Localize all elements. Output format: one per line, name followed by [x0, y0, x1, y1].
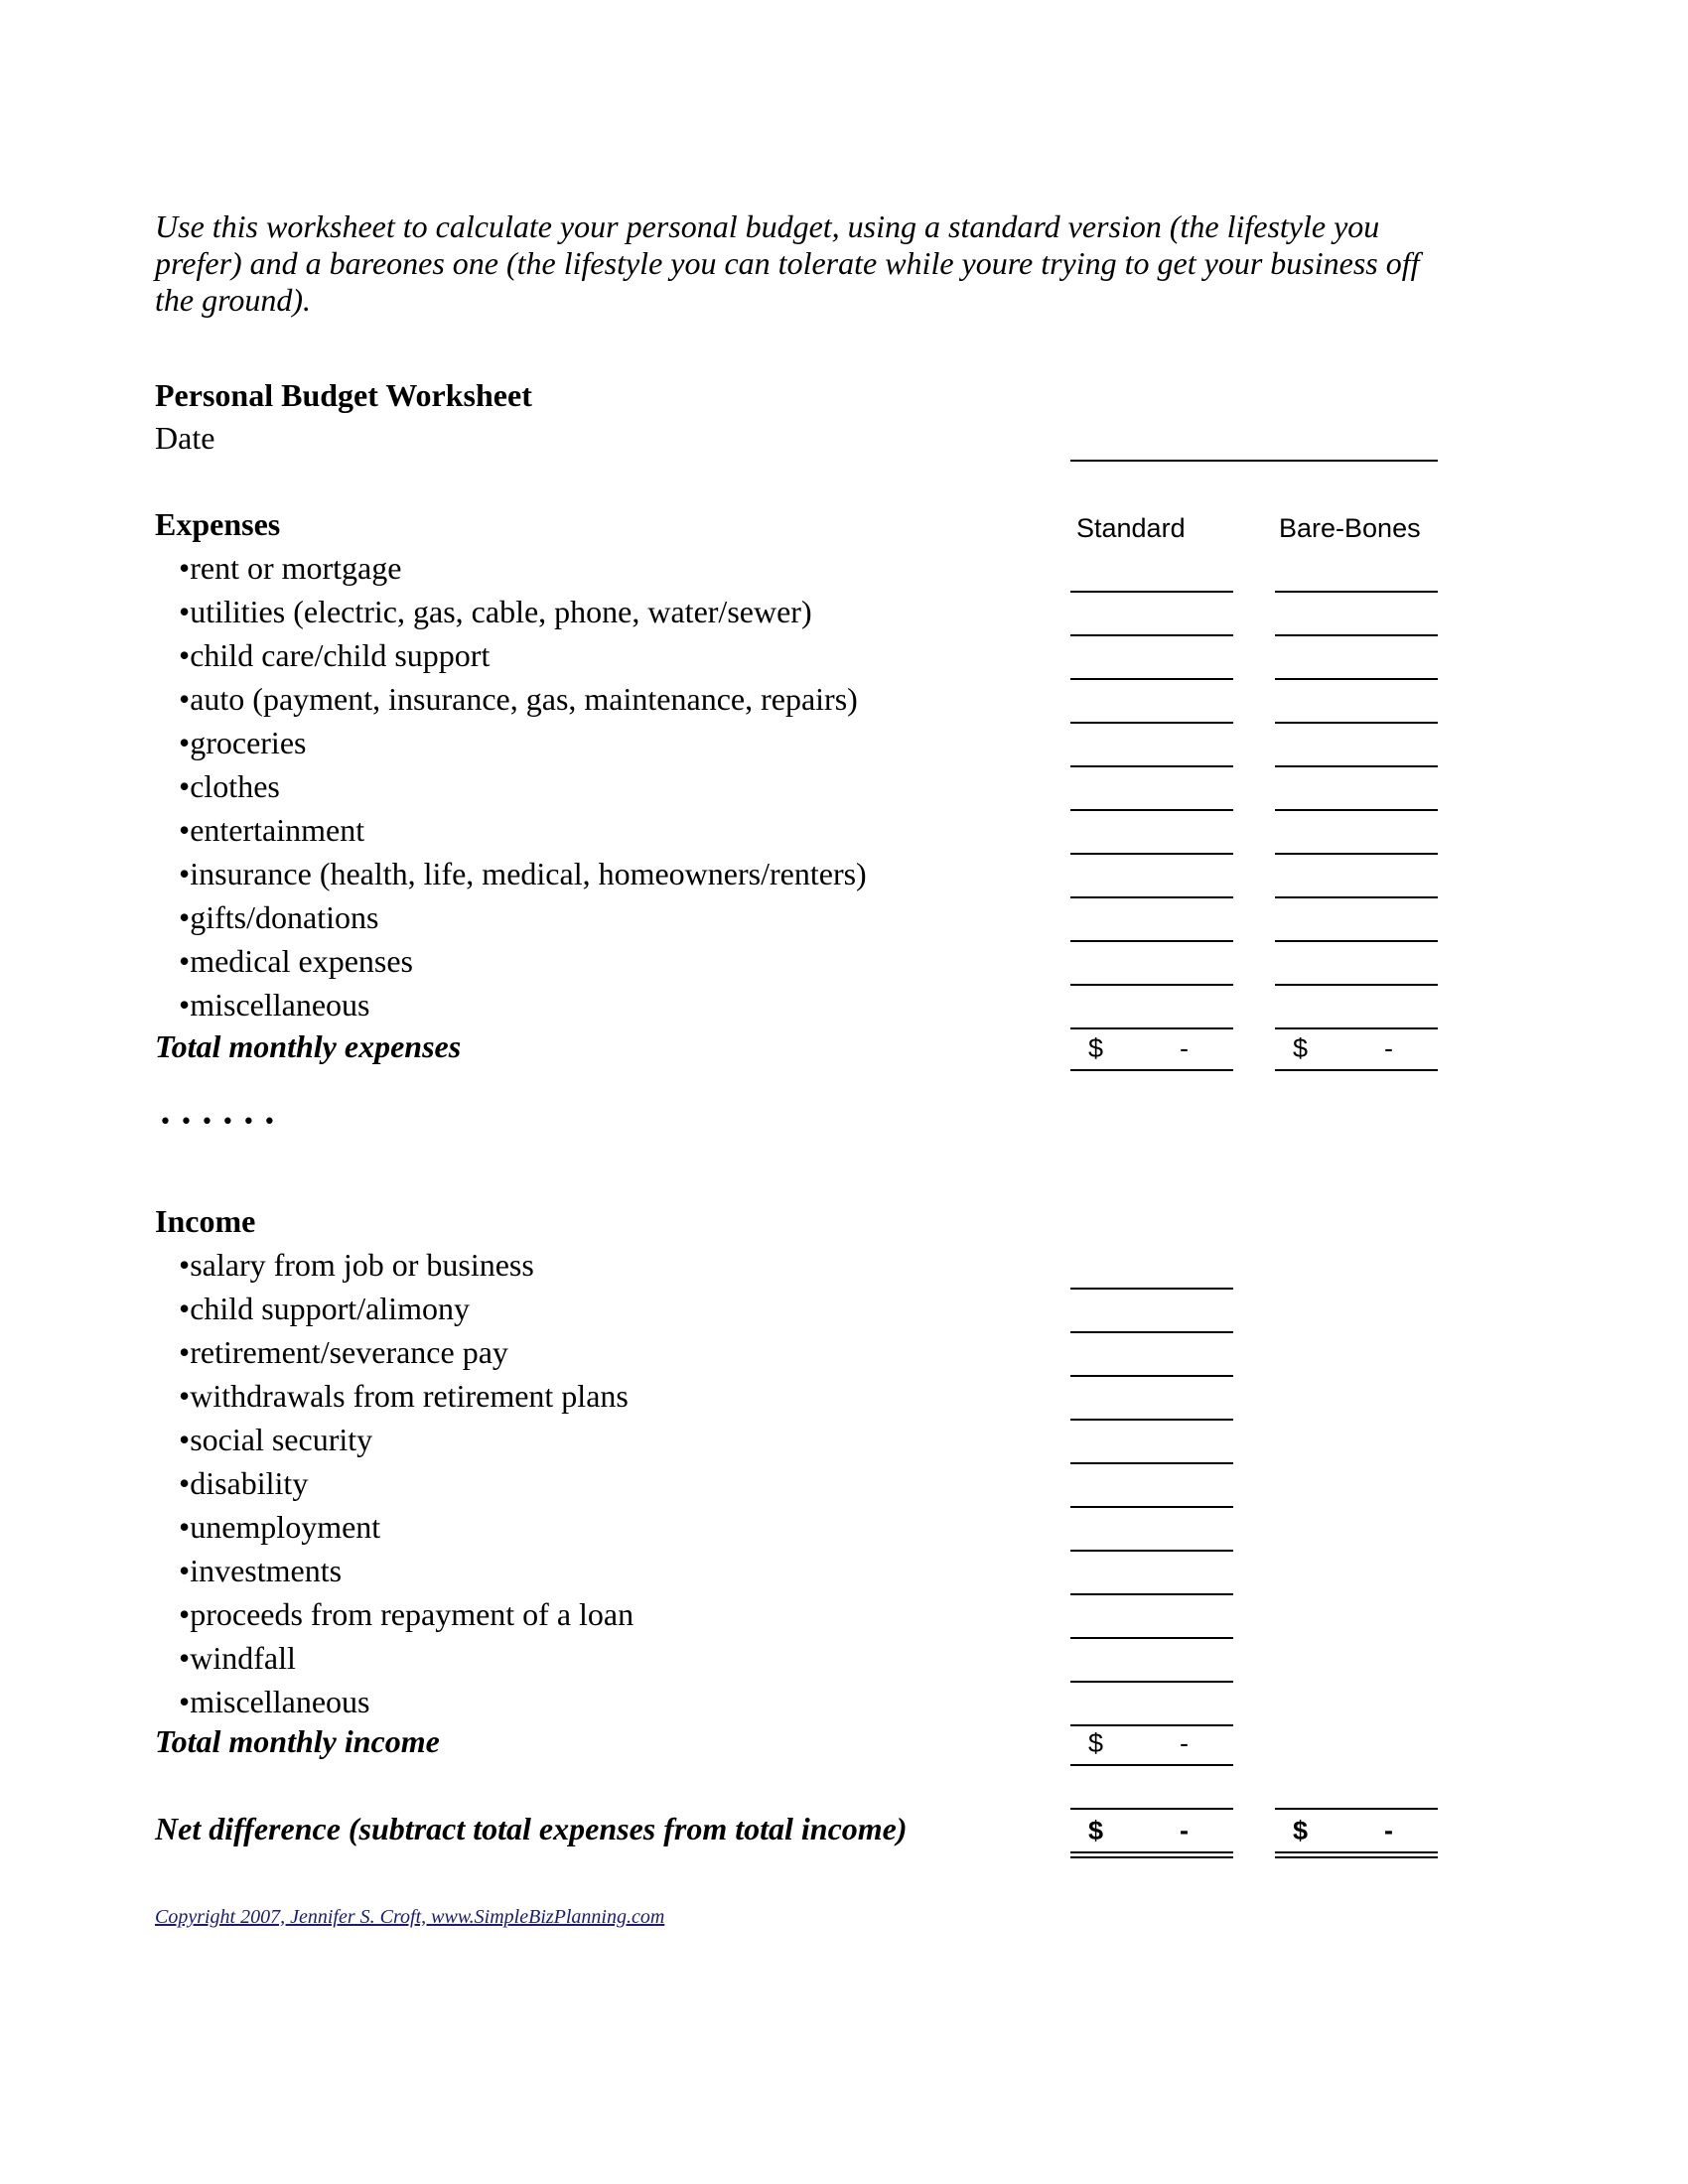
- net-value: -: [1384, 1816, 1393, 1845]
- income-item-label: •proceeds from repayment of a loan: [179, 1596, 634, 1632]
- net-standard-topline: [1070, 1808, 1233, 1810]
- expense-barebones-field[interactable]: [1275, 722, 1438, 724]
- expense-barebones-field[interactable]: [1275, 678, 1438, 680]
- income-item-label: •retirement/severance pay: [179, 1334, 508, 1370]
- total-expenses-barebones-underline: [1275, 1069, 1438, 1071]
- expense-barebones-field[interactable]: [1275, 984, 1438, 986]
- expense-item-label: •medical expenses: [179, 943, 413, 979]
- income-item-label: •unemployment: [179, 1509, 381, 1545]
- income-heading: Income: [155, 1203, 256, 1239]
- income-standard-field[interactable]: [1070, 1637, 1233, 1639]
- currency-symbol: $: [1293, 1033, 1309, 1063]
- income-standard-field[interactable]: [1070, 1288, 1233, 1290]
- income-standard-field[interactable]: [1070, 1681, 1233, 1683]
- income-item-label: •windfall: [179, 1640, 296, 1676]
- expense-standard-field[interactable]: [1070, 940, 1233, 942]
- income-standard-field[interactable]: [1070, 1331, 1233, 1333]
- income-item-label: •child support/alimony: [179, 1291, 470, 1326]
- income-standard-field[interactable]: [1070, 1375, 1233, 1377]
- expense-barebones-field[interactable]: [1275, 765, 1438, 767]
- expense-barebones-field[interactable]: [1275, 896, 1438, 898]
- expense-item-label: •insurance (health, life, medical, homeowners/renters): [179, 856, 867, 891]
- expense-standard-field[interactable]: [1070, 634, 1233, 636]
- worksheet-title: Personal Budget Worksheet: [155, 377, 532, 413]
- expense-item-label: •utilities (electric, gas, cable, phone, water/sewer): [179, 594, 812, 629]
- income-item-label: •withdrawals from retirement plans: [179, 1378, 629, 1414]
- income-item-label: •social security: [179, 1422, 373, 1457]
- expense-standard-field[interactable]: [1070, 765, 1233, 767]
- expense-barebones-field[interactable]: [1275, 940, 1438, 942]
- expenses-heading: Expenses: [155, 506, 281, 542]
- currency-symbol: $: [1088, 1816, 1104, 1845]
- expense-standard-field[interactable]: [1070, 809, 1233, 811]
- income-standard-field[interactable]: [1070, 1506, 1233, 1508]
- expense-standard-field[interactable]: [1070, 853, 1233, 855]
- expense-standard-field[interactable]: [1070, 896, 1233, 898]
- intro-text: Use this worksheet to calculate your personal budget, using a standard version (the lifestyle you prefer) and a bareones one (the lifestyle you can tolerate while youre trying to get your business off the ground).: [155, 208, 1420, 318]
- net-value: -: [1180, 1816, 1189, 1845]
- expense-item-label: •clothes: [179, 768, 280, 804]
- expense-barebones-field[interactable]: [1275, 591, 1438, 593]
- column-header-barebones: Bare-Bones: [1279, 513, 1421, 543]
- currency-symbol: $: [1088, 1728, 1104, 1758]
- income-item-label: •miscellaneous: [179, 1684, 370, 1719]
- total-income-underline: [1070, 1764, 1233, 1766]
- income-item-label: •investments: [179, 1553, 343, 1588]
- date-field[interactable]: [1070, 460, 1438, 462]
- income-item-label: •disability: [179, 1465, 309, 1501]
- expense-item-label: •gifts/donations: [179, 899, 379, 935]
- currency-symbol: $: [1088, 1033, 1104, 1063]
- net-standard-double-underline: [1070, 1851, 1233, 1858]
- section-separator: ••••••: [159, 1110, 284, 1135]
- expense-item-label: •auto (payment, insurance, gas, maintenance, repairs): [179, 681, 858, 717]
- income-standard-field[interactable]: [1070, 1724, 1233, 1726]
- total-income-label: Total monthly income: [155, 1723, 440, 1759]
- income-standard-field[interactable]: [1070, 1419, 1233, 1421]
- copyright-link[interactable]: Copyright 2007, Jennifer S. Croft, www.SimpleBizPlanning.com: [155, 1906, 665, 1928]
- expense-barebones-field[interactable]: [1275, 1027, 1438, 1029]
- total-expenses-standard-underline: [1070, 1069, 1233, 1071]
- total-value: -: [1180, 1033, 1189, 1063]
- net-barebones-topline: [1275, 1808, 1438, 1810]
- income-standard-field[interactable]: [1070, 1462, 1233, 1464]
- expense-item-label: •miscellaneous: [179, 987, 370, 1023]
- total-value: -: [1180, 1728, 1189, 1758]
- net-barebones-double-underline: [1275, 1851, 1438, 1858]
- column-header-standard: Standard: [1076, 513, 1186, 543]
- currency-symbol: $: [1293, 1816, 1309, 1845]
- income-standard-field[interactable]: [1070, 1593, 1233, 1595]
- date-label: Date: [155, 420, 215, 456]
- expense-item-label: •child care/child support: [179, 637, 491, 673]
- total-value: -: [1384, 1033, 1393, 1063]
- expense-standard-field[interactable]: [1070, 678, 1233, 680]
- expense-barebones-field[interactable]: [1275, 634, 1438, 636]
- income-item-label: •salary from job or business: [179, 1247, 534, 1283]
- expense-item-label: •rent or mortgage: [179, 550, 402, 586]
- expense-standard-field[interactable]: [1070, 722, 1233, 724]
- net-difference-label: Net difference (subtract total expenses from total income): [155, 1811, 908, 1846]
- expense-standard-field[interactable]: [1070, 1027, 1233, 1029]
- expense-item-label: •groceries: [179, 725, 307, 760]
- expense-standard-field[interactable]: [1070, 984, 1233, 986]
- expense-item-label: •entertainment: [179, 812, 365, 848]
- expense-standard-field[interactable]: [1070, 591, 1233, 593]
- expense-barebones-field[interactable]: [1275, 809, 1438, 811]
- income-standard-field[interactable]: [1070, 1550, 1233, 1552]
- total-expenses-label: Total monthly expenses: [155, 1028, 462, 1064]
- expense-barebones-field[interactable]: [1275, 853, 1438, 855]
